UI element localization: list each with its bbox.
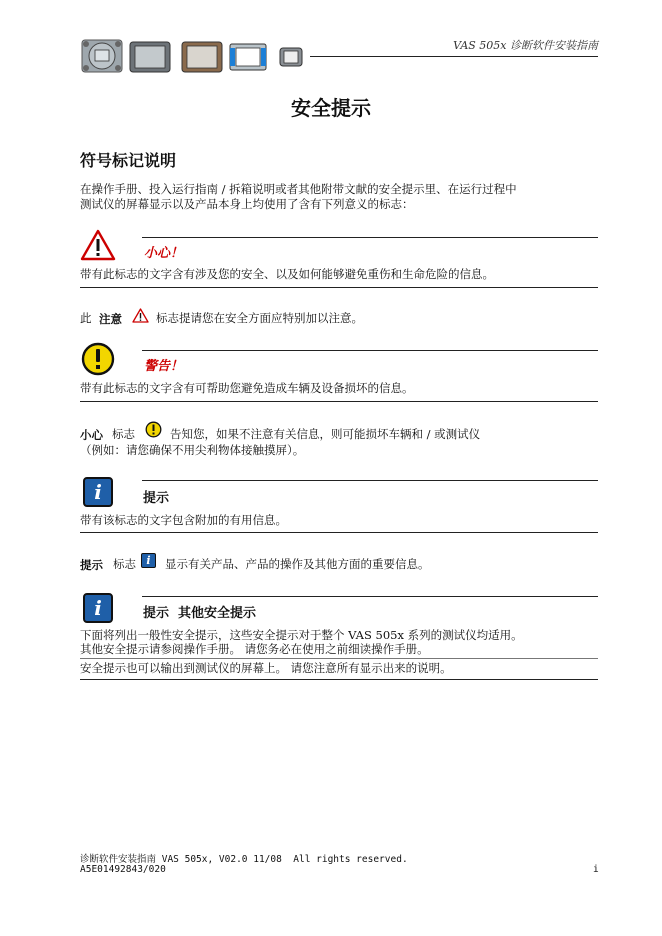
warning-note-text: 告知您，如果不注意有关信息，则可能损坏车辆和 / 或测试仪	[170, 427, 481, 441]
header-device-icons	[80, 38, 310, 74]
caution-label: 小心！	[144, 246, 184, 261]
warning-note-line-2: （例如：请您确保不用尖利物体接触摸屏）。	[80, 443, 305, 457]
intro-line-1: 在操作手册、投入运行指南 / 拆箱说明或者其他附带文献的安全提示里、在运行过程中	[80, 182, 517, 196]
caution-note-prefix: 此	[80, 311, 92, 325]
other-line-1: 下面将列出一般性安全提示，这些安全提示对于整个 VAS 505x 系列的测试仪均适用。	[80, 628, 523, 642]
device-round-icon	[82, 40, 122, 72]
warning-text: 带有此标志的文字含有可帮助您避免造成车辆及设备损坏的信息。	[80, 381, 414, 395]
warning-note-keyword: 小心	[80, 428, 103, 442]
hint-note-keyword: 提示	[80, 558, 103, 572]
caution-note-keyword: 注意	[99, 312, 122, 326]
page-number: i	[593, 864, 599, 875]
warning-small-exclamation-icon	[145, 421, 162, 438]
section-title: 符号标记说明	[80, 151, 177, 170]
hint-note-text: 显示有关产品、产品的操作及其他方面的重要信息。	[165, 557, 430, 571]
other-bottom-rule	[80, 679, 598, 680]
caution-text: 带有此标志的文字含有涉及您的安全、以及如何能够避免重伤和生命危险的信息。	[80, 267, 494, 281]
footer-line-1: 诊断软件安装指南 VAS 505x, V02.0 11/08 All rights reserved.	[80, 854, 408, 865]
other-top-rule	[142, 596, 598, 597]
hint-small-info-icon: i	[141, 553, 156, 568]
hint-note-mid: 标志	[113, 557, 136, 571]
caution-triangle-icon	[80, 229, 116, 261]
other-mid-rule	[80, 658, 598, 659]
warning-bottom-rule	[80, 401, 598, 402]
page-title: 安全提示	[291, 96, 371, 120]
caution-small-triangle-icon	[132, 308, 149, 323]
warning-exclamation-icon	[81, 342, 115, 376]
device-tablet-dark-icon	[130, 42, 170, 72]
hint-bottom-rule	[80, 532, 598, 533]
caution-note-text: 标志提请您在安全方面应特别加以注意。	[156, 311, 363, 325]
warning-note-mid: 标志	[112, 427, 135, 441]
other-label: 提示 其他安全提示	[143, 606, 257, 621]
device-tablet-brown-icon	[182, 42, 222, 72]
warning-label: 警告！	[144, 359, 184, 374]
intro-line-2: 测试仪的屏幕显示以及产品本身上均使用了含有下列意义的标志：	[80, 197, 414, 211]
device-handheld-icon	[230, 44, 266, 70]
hint-label: 提示	[143, 491, 170, 506]
caution-top-rule	[142, 237, 598, 238]
running-title: VAS 505x 诊断软件安装指南	[453, 39, 598, 52]
other-info-icon: i	[83, 593, 113, 623]
header-rule	[310, 56, 598, 57]
other-line-3: 安全提示也可以输出到测试仪的屏幕上。 请您注意所有显示出来的说明。	[80, 661, 452, 675]
footer-line-2: A5E01492843/020	[80, 864, 166, 875]
caution-bottom-rule	[80, 287, 598, 288]
hint-info-icon: i	[83, 477, 113, 507]
other-line-2: 其他安全提示请参阅操作手册。 请您务必在使用之前细读操作手册。	[80, 642, 429, 656]
device-icons-strip	[80, 38, 310, 74]
warning-top-rule	[142, 350, 598, 351]
device-small-icon	[280, 48, 302, 66]
hint-top-rule	[142, 480, 598, 481]
hint-text: 带有该标志的文字包含附加的有用信息。	[80, 513, 287, 527]
